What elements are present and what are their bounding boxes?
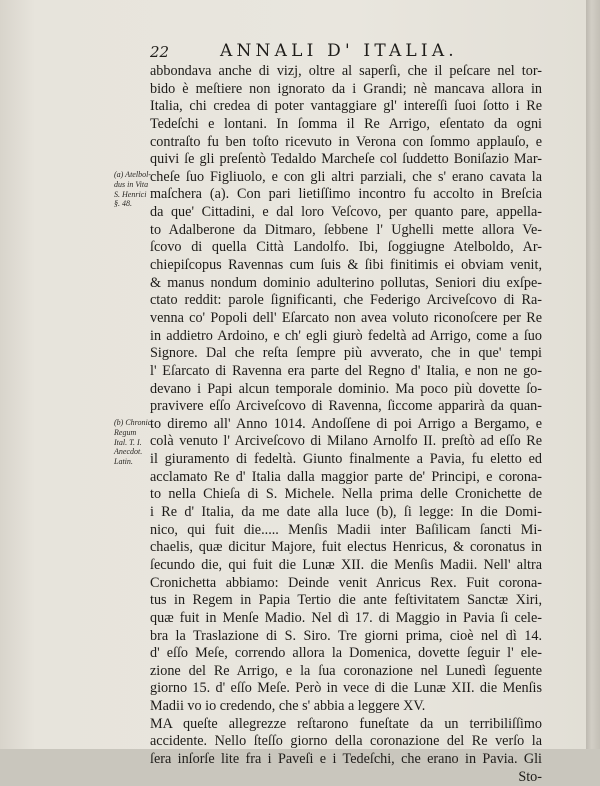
text-line: quæ fuit in Menſe Madio. Nel dì 17. di Maggio in Pavia ſi cele- — [150, 609, 542, 626]
text-line: tus in Regem in Papia Tertio die ante feſtivitatem Sanctæ Xiri, — [150, 592, 542, 609]
text-line: devano i Papi alcun temporale dominio. Ma poco più dovette ſo- — [150, 380, 542, 397]
text-line: chaelis, quæ dicitur Majore, fuit electus Henricus, & coronatus in — [150, 539, 542, 556]
text-line: nico, qui fuit die..... Menſis Madii inter Baſilicam ſancti Mi- — [150, 521, 542, 538]
text-line: giorno 15. d' eſſo Meſe. Però in vece di die Lunæ XII. die Menſis — [150, 680, 542, 697]
text-line: ſcovo di quella Città Landolfo. Ibi, ſoggiugne Atelboldo, Ar- — [150, 239, 542, 256]
text-line: quivi ſe gli preſentò Tedaldo Marcheſe col ſuddetto Boniſazio Mar- — [150, 151, 542, 168]
text-line: da que' Cittadini, e dal loro Veſcovo, per quanto pare, appella- — [150, 204, 542, 221]
margin-note-a — [114, 170, 154, 209]
text-line: in addietro Ardoino, e ch' egli giurò fedeltà ad Arrigo, come a ſuo — [150, 327, 542, 344]
text-line: Signore. Dal che reſta ſempre più avverato, che in que' tempi — [150, 345, 542, 362]
text-line: Tedeſchi e lontani. In ſomma il Re Arrigo, eſentato da ogni — [150, 115, 542, 132]
text-line: il giuramento di fedeltà. Giunto finalmente a Pavia, fu eletto ed — [150, 451, 542, 468]
margin-note-line: Anecdot. — [114, 447, 143, 457]
text-line: colà venuto l' Arciveſcovo di Milano Arnolfo II. preſtò ad eſſo Re — [150, 433, 542, 450]
margin-note-line: §. 48. — [114, 199, 132, 209]
margin-note-b — [114, 418, 154, 467]
text-line: to diremo all' Anno 1014. Andoſſene di poi Arrigo a Bergamo, e — [150, 415, 542, 432]
text-line: to Adalberone da Ditmaro, ſebbene l' Ughelli mette allora Ve- — [150, 221, 542, 238]
text-line: ſecundo die, qui fuit die Lunæ XII. die Menſis Madii. Nell' altra — [150, 556, 542, 573]
catchword: Sto- — [518, 768, 542, 785]
margin-note-line: dus in Vita — [114, 179, 149, 189]
text-line: Madii vo io credendo, che s' abbia a leggere XV. — [150, 698, 426, 715]
text-line: acclamato Re d' Italia dalla maggior parte de' Principi, e corona- — [150, 468, 542, 485]
text-line: Cronichetta abbiamo: Deinde venit Anricus Rex. Fuit corona- — [150, 574, 542, 591]
text-line: contraſto fu ben toſto ricevuto in Verona con ſommo applauſo, e — [150, 133, 542, 150]
text-line: to nella Chieſa di S. Michele. Nella prima delle Cronichette de — [150, 486, 542, 503]
text-line: d' eſſo Meſe, correndo allora la Domenica, dovette ſeguir l' ele- — [150, 645, 542, 662]
text-line: MA queſte allegrezze reſtarono funeſtate da un terribiliſſimo — [150, 715, 542, 732]
running-head — [150, 41, 475, 61]
text-line: ſera inſorſe lite fra i Paveſi e i Tedeſchi, che erano in Pavia. Gli — [150, 750, 542, 767]
margin-note-line: Regum — [114, 427, 137, 437]
text-line: cheſe ſuo Figliuolo, e con gli altri parziali, che s' erano cavata la — [150, 168, 542, 185]
margin-note-line: Ital. T. I. — [114, 437, 142, 447]
page-number: 22 — [150, 43, 170, 61]
margin-note-line: Latin. — [114, 457, 133, 467]
text-line: bra la Traslazione di S. Siro. Tre giorni prima, cioè nel dì 14. — [150, 627, 542, 644]
text-line: maſchera (a). Con pari lietiſſimo incontro fu accolto in Breſcia — [150, 186, 542, 203]
text-line: venna co' Popoli dell' Eſarcato non avea voluto riconoſcere per Re — [150, 309, 542, 326]
text-line: & manus nondum dominio adulterino pollutas, Seniori diu exſpe- — [150, 274, 542, 291]
text-line: Italia, chi credea di poter vantaggiare gl' intereſſi ſuoi ſotto i Re — [150, 98, 542, 115]
text-line: zione del Re Arrigo, e la ſua coronazione nel Lunedì ſeguente — [150, 662, 542, 679]
margin-note-line: (b) Chronic. — [114, 418, 154, 427]
text-line: chiepiſcopus Ravennas cum ſuis & ſibi finitimis ei obviam venit, — [150, 257, 542, 274]
margin-note-line: (a) Atelbol- — [114, 170, 151, 179]
text-line: accidente. Nello ſteſſo giorno della coronazione del Re verſo la — [150, 733, 542, 750]
text-line: abbondava anche di vizj, oltre al saperſi, che il peſcare nel tor- — [150, 63, 542, 79]
running-title: ANNALI D' ITALIA. — [220, 41, 458, 61]
page-edge — [586, 0, 600, 749]
margin-note-line: S. Henrici — [114, 189, 147, 199]
text-line: pravivere eſſo Arciveſcovo di Ravenna, ſiccome apparirà da quan- — [150, 398, 542, 415]
text-line: l' Eſarcato di Ravenna era parte del Regno d' Italia, e non ne go- — [150, 362, 542, 379]
body-text — [150, 63, 542, 786]
text-line: bido è meſtiere non ignorato da i Grandi; nè mancava allora in — [150, 80, 542, 97]
text-line: i Re d' Italia, da me date alla luce (b), ſi legge: In die Domi- — [150, 504, 542, 521]
text-line: ctato reddit: parole ſignificanti, che Federigo Arciveſcovo di Ra- — [150, 292, 542, 309]
